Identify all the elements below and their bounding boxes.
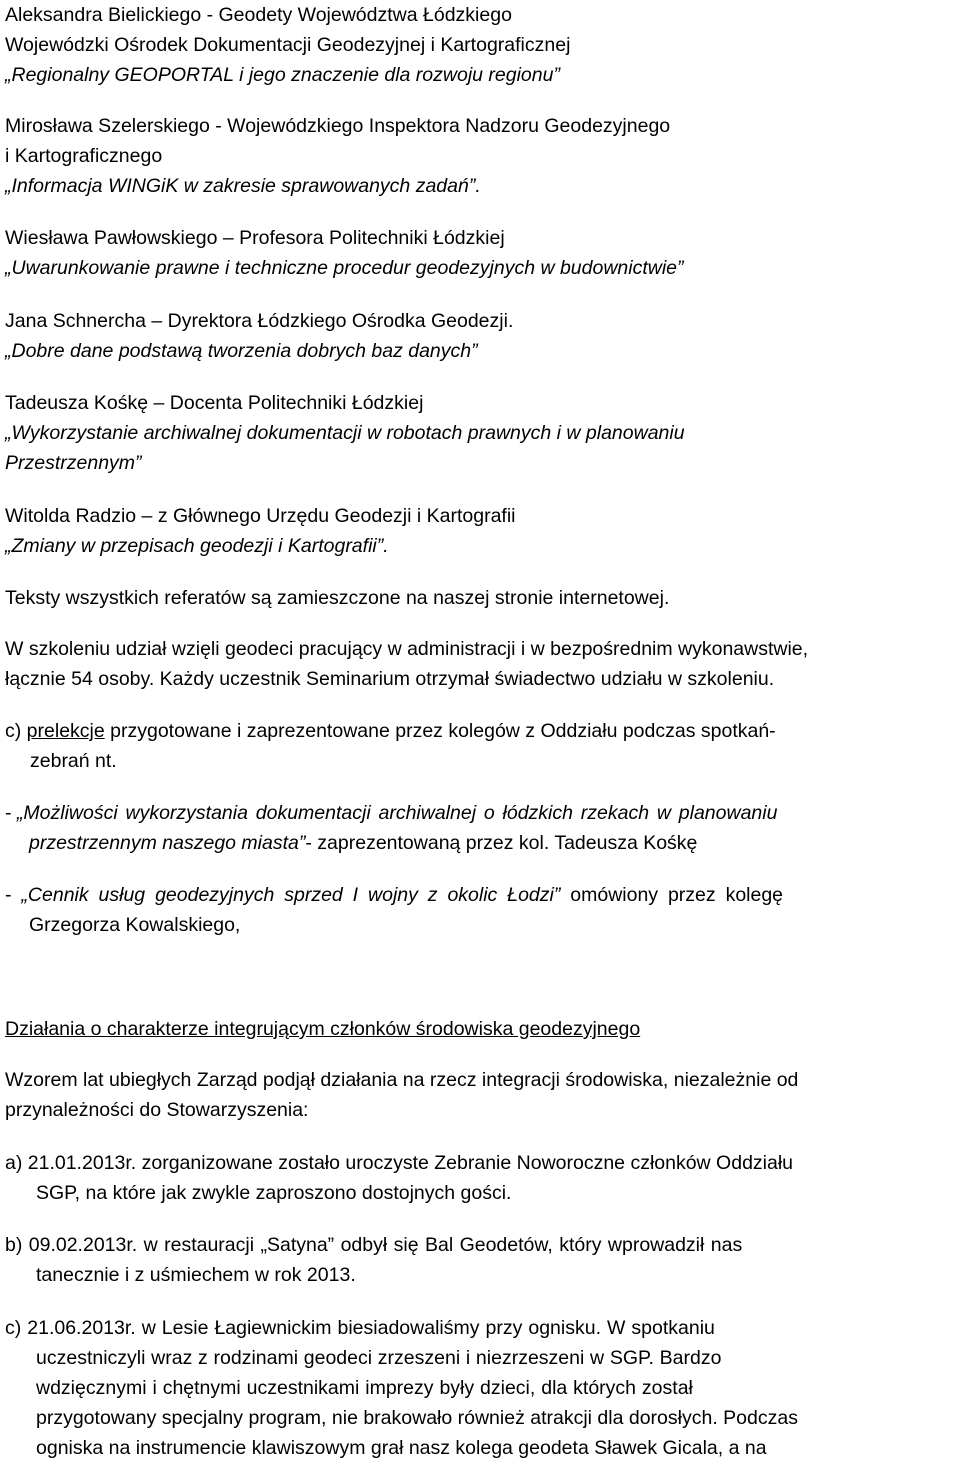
speaker-block bbox=[5, 388, 952, 478]
list-item-c bbox=[5, 1313, 952, 1463]
list-item bbox=[5, 880, 952, 910]
speaker-line: Mirosława Szelerskiego - Wojewódzkiego Inspektora Nadzoru Geodezyjnego bbox=[5, 115, 671, 137]
lecture-title: „Wykorzystanie archiwalnej dokumentacji w robotach prawnych i w planowaniu bbox=[5, 422, 685, 444]
text: omówiony przez kolegę bbox=[560, 884, 784, 906]
text-line: zebrań nt. bbox=[30, 750, 117, 772]
speaker-line: Tadeusza Kośkę – Docenta Politechniki Łódzkiej bbox=[5, 392, 424, 414]
paragraph bbox=[5, 583, 952, 613]
text-line: łącznie 54 osoby. Każdy uczestnik Seminarium otrzymał świadectwo udziału w szkoleniu. bbox=[5, 668, 775, 690]
text-line: Teksty wszystkich referatów są zamieszczone na naszej stronie internetowej. bbox=[5, 587, 670, 609]
text-line: a) 21.01.2013r. zorganizowane zostało uroczyste Zebranie Noworoczne członków Oddziału bbox=[5, 1152, 794, 1174]
text-line: przygotowany specjalny program, nie brakowało również atrakcji dla dorosłych. Podczas bbox=[36, 1407, 798, 1429]
text-line: Wzorem lat ubiegłych Zarząd podjął działania na rzecz integracji środowiska, niezależnie od bbox=[5, 1069, 799, 1091]
lecture-title: „Możliwości wykorzystania dokumentacji archiwalnej o łódzkich rzekach w planowaniu bbox=[16, 802, 778, 824]
list-item bbox=[5, 798, 952, 828]
dash: - bbox=[5, 884, 22, 906]
list-item bbox=[5, 716, 952, 746]
text-line: ogniska na instrumencie klawiszowym grał nasz kolega geodeta Sławek Gicala, a na bbox=[36, 1437, 767, 1459]
text: przygotowane i zaprezentowane przez kolegów z Oddziału podczas spotkań- bbox=[104, 720, 776, 742]
speaker-block bbox=[5, 306, 952, 366]
lecture-title: „Cennik usług geodezyjnych sprzed I wojny z okolic Łodzi” bbox=[21, 884, 561, 906]
dash: - bbox=[5, 802, 17, 824]
speaker-line: Aleksandra Bielickiego - Geodety Województwa Łódzkiego bbox=[5, 4, 512, 26]
lecture-bullet bbox=[5, 798, 952, 858]
speaker-line: Jana Schnercha – Dyrektora Łódzkiego Ośrodka Geodezji. bbox=[5, 310, 514, 332]
lecture-title: „Uwarunkowanie prawne i techniczne procedur geodezyjnych w budownictwie” bbox=[5, 257, 684, 279]
speaker-block bbox=[5, 111, 952, 201]
text-line: wdzięcznymi i chętnymi uczestnikami imprezy były dzieci, dla których został bbox=[36, 1377, 693, 1399]
text-line: uczestniczyli wraz z rodzinami geodeci zrzeszeni i niezrzeszeni w SGP. Bardzo bbox=[36, 1347, 722, 1369]
lecture-title: „Zmiany w przepisach geodezji i Kartografii”. bbox=[5, 535, 389, 557]
lecture-title: „Dobre dane podstawą tworzenia dobrych baz danych” bbox=[5, 340, 478, 362]
text-line: tanecznie i z uśmiechem w rok 2013. bbox=[36, 1264, 356, 1286]
lecture-bullet bbox=[5, 880, 952, 940]
lecture-title: przestrzennym naszego miasta” bbox=[29, 832, 306, 854]
lecture-title: „Informacja WINGiK w zakresie sprawowanych zadań”. bbox=[5, 175, 481, 197]
speaker-line: i Kartograficznego bbox=[5, 145, 163, 167]
section-heading-block bbox=[5, 1014, 952, 1044]
speakers-list bbox=[5, 0, 952, 90]
underlined-term: prelekcje bbox=[26, 720, 105, 742]
lecture-title: Przestrzennym” bbox=[5, 452, 142, 474]
section-heading: Działania o charakterze integrującym członków środowiska geodezyjnego bbox=[5, 1018, 641, 1040]
speaker-block bbox=[5, 223, 952, 283]
speaker-line: Wiesława Pawłowskiego – Profesora Politechniki Łódzkiej bbox=[5, 227, 505, 249]
list-item bbox=[5, 828, 952, 858]
text-line: c) 21.06.2013r. w Lesie Łagiewnickim biesiadowaliśmy przy ognisku. W spotkaniu bbox=[5, 1317, 715, 1339]
speaker-block bbox=[5, 501, 952, 561]
text-line: przynależności do Stowarzyszenia: bbox=[5, 1099, 309, 1121]
lecture-title: „Regionalny GEOPORTAL i jego znaczenie dla rozwoju regionu” bbox=[5, 64, 560, 86]
text-line: b) 09.02.2013r. w restauracji „Satyna” odbył się Bal Geodetów, który wprowadził nas bbox=[5, 1234, 743, 1256]
section-c bbox=[5, 716, 952, 776]
list-item-a bbox=[5, 1148, 952, 1208]
list-item-b bbox=[5, 1230, 952, 1290]
institution-line: Wojewódzki Ośrodek Dokumentacji Geodezyjnej i Kartograficznej bbox=[5, 34, 571, 56]
text-line: W szkoleniu udział wzięli geodeci pracujący w administracji i w bezpośrednim wykonawstwie, bbox=[5, 638, 809, 660]
text-line: Grzegorza Kowalskiego, bbox=[29, 914, 241, 936]
list-marker: c) bbox=[5, 720, 27, 742]
text-line: SGP, na które jak zwykle zaproszono dostojnych gości. bbox=[36, 1182, 512, 1204]
text: - zaprezentowaną przez kol. Tadeusza Kośkę bbox=[305, 832, 698, 854]
speaker-line: Witolda Radzio – z Głównego Urzędu Geodezji i Kartografii bbox=[5, 505, 516, 527]
paragraph bbox=[5, 1065, 952, 1125]
paragraph bbox=[5, 634, 952, 694]
